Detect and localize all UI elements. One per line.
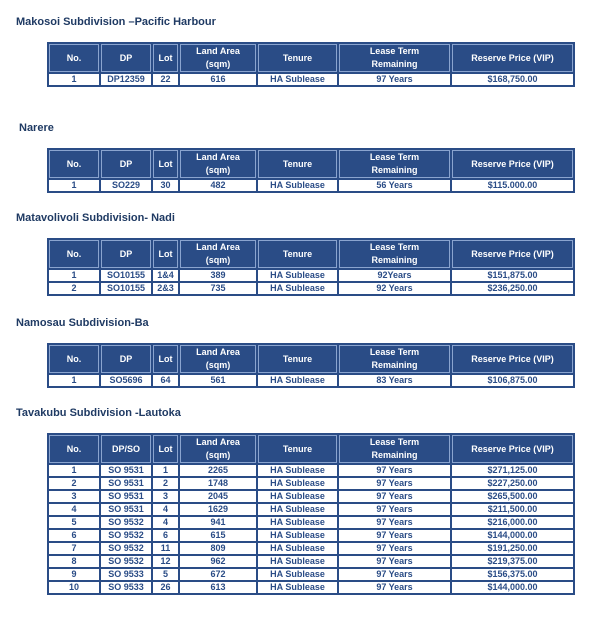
cell-lease-term: 97 Years bbox=[339, 504, 450, 515]
cell-dp: SO 9531 bbox=[101, 491, 151, 502]
column-header-reserve-price: Reserve Price (VIP) bbox=[452, 240, 573, 268]
cell-tenure: HA Sublease bbox=[258, 180, 337, 191]
table-row bbox=[49, 491, 573, 502]
cell-lot: 12 bbox=[153, 556, 178, 567]
table-row bbox=[49, 517, 573, 528]
cell-dp: SO5696 bbox=[101, 375, 151, 386]
cell-tenure: HA Sublease bbox=[258, 582, 337, 593]
column-header-lot: Lot bbox=[153, 345, 178, 373]
cell-reserve-price: $227,250.00 bbox=[452, 478, 573, 489]
cell-land-area: 616 bbox=[180, 74, 256, 85]
column-header-lot: Lot bbox=[153, 44, 178, 72]
cell-land-area: 482 bbox=[180, 180, 256, 191]
cell-no: 5 bbox=[49, 517, 99, 528]
cell-lease-term: 83 Years bbox=[339, 375, 450, 386]
cell-land-area: 735 bbox=[180, 283, 256, 294]
column-header-reserve-price: Reserve Price (VIP) bbox=[452, 435, 573, 463]
cell-land-area: 809 bbox=[180, 543, 256, 554]
column-header-dp: DP bbox=[101, 240, 151, 268]
cell-no: 2 bbox=[49, 283, 99, 294]
column-header-land-area: Land Area (sqm) bbox=[180, 150, 256, 178]
table-row bbox=[49, 283, 573, 294]
cell-no: 1 bbox=[49, 270, 99, 281]
column-header-no: No. bbox=[49, 44, 99, 72]
cell-land-area: 615 bbox=[180, 530, 256, 541]
cell-no: 6 bbox=[49, 530, 99, 541]
cell-reserve-price: $271,125.00 bbox=[452, 465, 573, 476]
cell-lot: 3 bbox=[153, 491, 178, 502]
column-header-land-area: Land Area (sqm) bbox=[180, 435, 256, 463]
cell-no: 10 bbox=[49, 582, 99, 593]
table-row bbox=[49, 504, 573, 515]
cell-land-area: 1629 bbox=[180, 504, 256, 515]
table-row bbox=[49, 582, 573, 593]
cell-land-area: 672 bbox=[180, 569, 256, 580]
cell-lot: 26 bbox=[153, 582, 178, 593]
cell-no: 9 bbox=[49, 569, 99, 580]
cell-lease-term: 97 Years bbox=[339, 517, 450, 528]
cell-dp: SO 9533 bbox=[101, 582, 151, 593]
table-row bbox=[49, 270, 573, 281]
column-header-dp: DP bbox=[101, 150, 151, 178]
column-header-lease-term: Lease Term Remaining bbox=[339, 345, 450, 373]
cell-reserve-price: $191,250.00 bbox=[452, 543, 573, 554]
cell-dp: SO 9532 bbox=[101, 517, 151, 528]
column-header-lease-term: Lease Term Remaining bbox=[339, 435, 450, 463]
cell-land-area: 613 bbox=[180, 582, 256, 593]
cell-lease-term: 97 Years bbox=[339, 556, 450, 567]
column-header-lot: Lot bbox=[153, 150, 178, 178]
cell-lot: 2&3 bbox=[153, 283, 178, 294]
cell-reserve-price: $168,750.00 bbox=[452, 74, 573, 85]
table-row bbox=[49, 530, 573, 541]
column-header-land-area: Land Area (sqm) bbox=[180, 44, 256, 72]
table-row bbox=[49, 569, 573, 580]
cell-dp: SO 9532 bbox=[101, 530, 151, 541]
column-header-tenure: Tenure bbox=[258, 240, 337, 268]
column-header-lease-term: Lease Term Remaining bbox=[339, 44, 450, 72]
cell-lot: 5 bbox=[153, 569, 178, 580]
cell-lease-term: 97 Years bbox=[339, 491, 450, 502]
cell-reserve-price: $219,375.00 bbox=[452, 556, 573, 567]
column-header-lease-term: Lease Term Remaining bbox=[339, 150, 450, 178]
cell-dp: SO 9532 bbox=[101, 543, 151, 554]
column-header-no: No. bbox=[49, 240, 99, 268]
section-title-tavakubu: Tavakubu Subdivision -Lautoka bbox=[16, 407, 181, 419]
cell-reserve-price: $144,000.00 bbox=[452, 582, 573, 593]
cell-dp: SO 9532 bbox=[101, 556, 151, 567]
cell-no: 1 bbox=[49, 465, 99, 476]
cell-tenure: HA Sublease bbox=[258, 270, 337, 281]
column-header-tenure: Tenure bbox=[258, 44, 337, 72]
column-header-dp: DP/SO bbox=[101, 435, 151, 463]
cell-no: 1 bbox=[49, 375, 99, 386]
cell-land-area: 2045 bbox=[180, 491, 256, 502]
table-row bbox=[49, 375, 573, 386]
cell-land-area: 962 bbox=[180, 556, 256, 567]
cell-dp: SO 9531 bbox=[101, 478, 151, 489]
cell-lease-term: 97 Years bbox=[339, 74, 450, 85]
cell-lease-term: 92 Years bbox=[339, 283, 450, 294]
column-header-land-area: Land Area (sqm) bbox=[180, 240, 256, 268]
column-header-tenure: Tenure bbox=[258, 150, 337, 178]
cell-lot: 30 bbox=[153, 180, 178, 191]
cell-lot: 64 bbox=[153, 375, 178, 386]
cell-reserve-price: $115.000.00 bbox=[452, 180, 573, 191]
cell-tenure: HA Sublease bbox=[258, 375, 337, 386]
cell-land-area: 561 bbox=[180, 375, 256, 386]
cell-dp: SO 9531 bbox=[101, 504, 151, 515]
table-row bbox=[49, 478, 573, 489]
table-row bbox=[49, 543, 573, 554]
cell-land-area: 2265 bbox=[180, 465, 256, 476]
cell-no: 1 bbox=[49, 74, 99, 85]
cell-land-area: 389 bbox=[180, 270, 256, 281]
cell-reserve-price: $236,250.00 bbox=[452, 283, 573, 294]
cell-land-area: 941 bbox=[180, 517, 256, 528]
table-row bbox=[49, 465, 573, 476]
cell-tenure: HA Sublease bbox=[258, 556, 337, 567]
cell-no: 4 bbox=[49, 504, 99, 515]
listing-table-namosau bbox=[47, 343, 575, 388]
cell-reserve-price: $144,000.00 bbox=[452, 530, 573, 541]
cell-lease-term: 92Years bbox=[339, 270, 450, 281]
cell-dp: DP12359 bbox=[101, 74, 151, 85]
cell-lease-term: 97 Years bbox=[339, 530, 450, 541]
column-header-dp: DP bbox=[101, 345, 151, 373]
cell-tenure: HA Sublease bbox=[258, 74, 337, 85]
cell-lot: 6 bbox=[153, 530, 178, 541]
cell-lot: 1 bbox=[153, 465, 178, 476]
cell-dp: SO10155 bbox=[101, 270, 151, 281]
cell-reserve-price: $106,875.00 bbox=[452, 375, 573, 386]
column-header-land-area: Land Area (sqm) bbox=[180, 345, 256, 373]
column-header-no: No. bbox=[49, 345, 99, 373]
cell-no: 7 bbox=[49, 543, 99, 554]
cell-lot: 22 bbox=[153, 74, 178, 85]
column-header-reserve-price: Reserve Price (VIP) bbox=[452, 150, 573, 178]
cell-no: 2 bbox=[49, 478, 99, 489]
column-header-reserve-price: Reserve Price (VIP) bbox=[452, 44, 573, 72]
cell-lease-term: 56 Years bbox=[339, 180, 450, 191]
table-row bbox=[49, 180, 573, 191]
cell-lease-term: 97 Years bbox=[339, 582, 450, 593]
cell-tenure: HA Sublease bbox=[258, 543, 337, 554]
cell-no: 1 bbox=[49, 180, 99, 191]
cell-tenure: HA Sublease bbox=[258, 465, 337, 476]
cell-reserve-price: $211,500.00 bbox=[452, 504, 573, 515]
cell-reserve-price: $216,000.00 bbox=[452, 517, 573, 528]
cell-lot: 2 bbox=[153, 478, 178, 489]
cell-tenure: HA Sublease bbox=[258, 504, 337, 515]
section-title-matavolivoli: Matavolivoli Subdivision- Nadi bbox=[16, 212, 175, 224]
cell-reserve-price: $156,375.00 bbox=[452, 569, 573, 580]
cell-tenure: HA Sublease bbox=[258, 491, 337, 502]
column-header-reserve-price: Reserve Price (VIP) bbox=[452, 345, 573, 373]
cell-dp: SO 9531 bbox=[101, 465, 151, 476]
cell-tenure: HA Sublease bbox=[258, 530, 337, 541]
listing-table-tavakubu bbox=[47, 433, 575, 595]
cell-tenure: HA Sublease bbox=[258, 283, 337, 294]
column-header-lease-term: Lease Term Remaining bbox=[339, 240, 450, 268]
column-header-no: No. bbox=[49, 435, 99, 463]
cell-lot: 4 bbox=[153, 517, 178, 528]
section-title-namosau: Namosau Subdivision-Ba bbox=[16, 317, 149, 329]
cell-lease-term: 97 Years bbox=[339, 478, 450, 489]
column-header-lot: Lot bbox=[153, 240, 178, 268]
cell-no: 3 bbox=[49, 491, 99, 502]
cell-dp: SO 9533 bbox=[101, 569, 151, 580]
column-header-tenure: Tenure bbox=[258, 435, 337, 463]
column-header-dp: DP bbox=[101, 44, 151, 72]
section-title-makosoi: Makosoi Subdivision –Pacific Harbour bbox=[16, 16, 216, 28]
cell-lease-term: 97 Years bbox=[339, 543, 450, 554]
cell-lot: 4 bbox=[153, 504, 178, 515]
column-header-no: No. bbox=[49, 150, 99, 178]
cell-reserve-price: $265,500.00 bbox=[452, 491, 573, 502]
cell-lot: 1&4 bbox=[153, 270, 178, 281]
table-row bbox=[49, 74, 573, 85]
section-title-narere: Narere bbox=[19, 122, 54, 134]
cell-dp: SO10155 bbox=[101, 283, 151, 294]
listing-table-matavolivoli bbox=[47, 238, 575, 296]
column-header-lot: Lot bbox=[153, 435, 178, 463]
listing-table-makosoi bbox=[47, 42, 575, 87]
listing-table-narere bbox=[47, 148, 575, 193]
cell-tenure: HA Sublease bbox=[258, 478, 337, 489]
cell-lease-term: 97 Years bbox=[339, 569, 450, 580]
table-row bbox=[49, 556, 573, 567]
column-header-tenure: Tenure bbox=[258, 345, 337, 373]
cell-lease-term: 97 Years bbox=[339, 465, 450, 476]
cell-land-area: 1748 bbox=[180, 478, 256, 489]
cell-tenure: HA Sublease bbox=[258, 517, 337, 528]
cell-reserve-price: $151,875.00 bbox=[452, 270, 573, 281]
cell-lot: 11 bbox=[153, 543, 178, 554]
cell-no: 8 bbox=[49, 556, 99, 567]
cell-dp: SO229 bbox=[101, 180, 151, 191]
cell-tenure: HA Sublease bbox=[258, 569, 337, 580]
